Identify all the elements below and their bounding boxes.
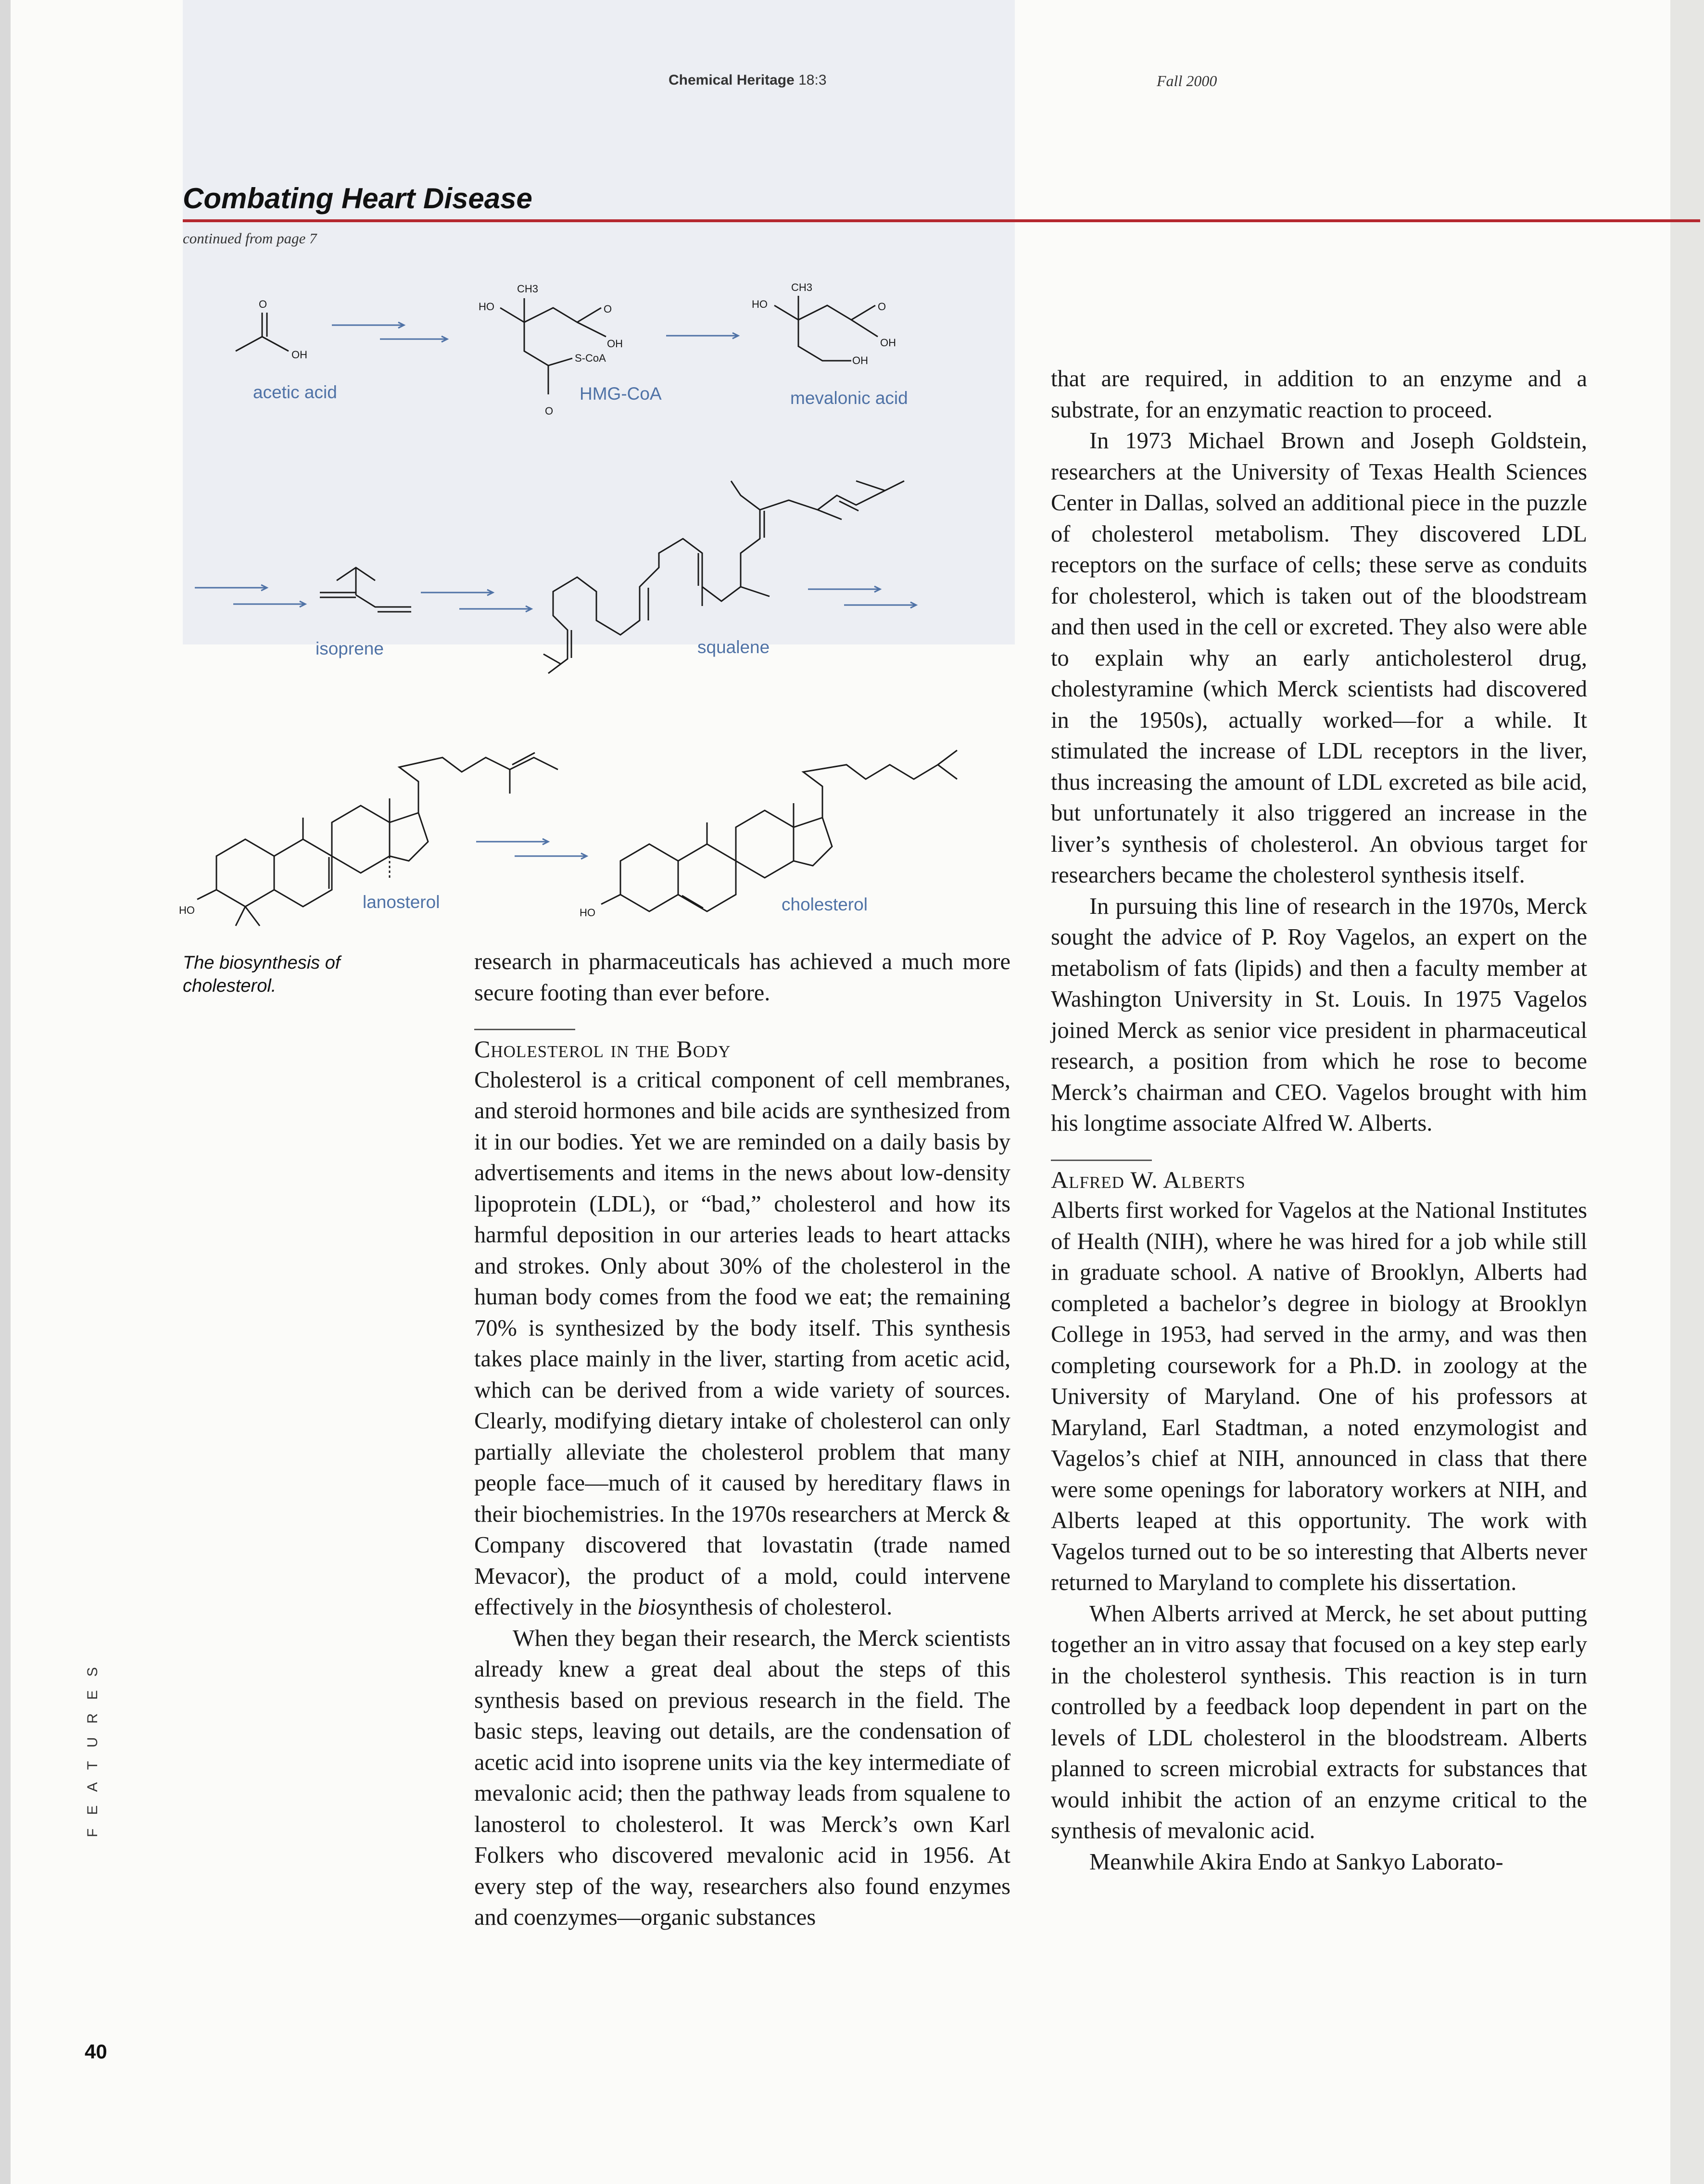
col2-paragraph-2: In 1973 Michael Brown and Joseph Goldstein, researchers at the University of Texas Health Sciences Center in Dallas, solved an additional piece in the puzzle of cholesterol metabolism. They discovered LDL receptors on the surface of cells; these serve as conduits for cholesterol, which is taken out of the bloodstream and then used in the cell or excreted. They also were able to explain why an early anticholesterol drug, cholestyramine (which Merck scientists had discovered in the 1950s), actually worked—for a while. It stimulated the increase of LDL receptors in the liver, thus increasing the amount of LDL excreted as bile acid, but unfortunately it also triggered an increase in the liver’s synthesis of cholesterol. An obvious target for researchers became the cholesterol synthesis itself. [1051, 428, 1587, 888]
col2-paragraph-6: Meanwhile Akira Endo at Sankyo Laborato- [1089, 1849, 1503, 1875]
svg-text:OH: OH [852, 354, 868, 366]
col1-paragraph-2: Cholesterol is a critical component of cell membranes, and steroid hormones and bile acids are synthesized from it in our bodies. Yet we are reminded on a daily basis by advertisements and items in the news about low-density lipoprotein (LDL), or “bad,” cholesterol and how its harmful deposition in our arteries leads to heart attacks and strokes. Only about 30% of the cholesterol in the human body comes from the food we eat; the remaining 70% is synthesized by the body itself. This synthesis takes place mainly in the liver, starting from acetic acid, which can be derived from a wide variety of sources. Clearly, modifying dietary intake of cholesterol can only partially alleviate the cholesterol problem that many people face—much of it caused by hereditary flaws in their biochemistries. In the 1970s researchers at Merck & Company discovered that lovastatin (trade named Mevacor), the product of a mold, could intervene effectively in the biosynthesis of cholesterol. [474, 1067, 1010, 1620]
running-header-season: Fall 2000 [1157, 72, 1217, 89]
svg-text:OH: OH [607, 338, 623, 350]
svg-text:OH: OH [880, 337, 896, 349]
col1-paragraph-3: When they began their research, the Merck scientists already knew a great deal about the steps of this synthesis based on previous research in the field. The basic steps, leaving out details, are the condensation of acetic acid into isoprene units via the key intermediate of mevalonic acid; then the pathway leads from squalene to lanosterol to cholesterol. It was Merck’s own Karl Folkers who discovered mevalonic acid in 1956. At every step of the way, researchers also found enzymes and coenzymes—organic substances [474, 1625, 1010, 1930]
page-number: 40 [85, 2040, 107, 2063]
svg-text:CH3: CH3 [517, 283, 539, 295]
col2-paragraph-5: When Alberts arrived at Merck, he set about putting together an in vitro assay that focused on a key step early in the cholesterol synthesis. This reaction is in turn controlled by a feedback loop dependent in part on the levels of LDL cholesterol in the bloodstream. Alberts planned to screen microbial extracts for substances that would inhibit the action of an enzyme critical to the synthesis of mevalonic acid. [1051, 1601, 1587, 1843]
svg-text:CH3: CH3 [791, 281, 813, 293]
svg-text:S-CoA: S-CoA [575, 352, 606, 364]
mevalonic-acid-structure [752, 281, 896, 366]
svg-text:O: O [259, 298, 267, 310]
text-column-1 [474, 947, 1010, 1933]
article-title: Combating Heart Disease [183, 182, 532, 215]
label-squalene: squalene [697, 637, 770, 657]
section-heading-alberts: Alfred W. Alberts [1051, 1151, 1587, 1196]
svg-text:HO: HO [580, 907, 595, 919]
acetic-acid-structure [236, 298, 307, 361]
svg-text:O: O [545, 405, 554, 417]
label-hmg-coa: HMG-CoA [580, 384, 662, 404]
figure-caption: The biosynthesis of cholesterol. [183, 953, 341, 996]
continued-note: continued from page 7 [183, 230, 317, 247]
svg-text:HO: HO [752, 298, 768, 310]
section-heading-cholesterol: Cholesterol in the Body [474, 1020, 1010, 1065]
svg-text:O: O [604, 303, 612, 315]
text-column-2 [1051, 364, 1587, 1878]
cholesterol-structure [580, 750, 957, 919]
label-acetic-acid: acetic acid [253, 382, 337, 402]
page-gutter-right [1670, 0, 1704, 2184]
svg-text:OH: OH [291, 349, 307, 361]
label-cholesterol: cholesterol [782, 895, 868, 914]
col2-paragraph-1: that are required, in addition to an enzyme and a substrate, for an enzymatic reaction to proceed. [1051, 366, 1587, 423]
biosynthesis-diagram [0, 0, 1034, 943]
label-lanosterol: lanosterol [363, 892, 440, 912]
svg-text:O: O [878, 301, 886, 313]
label-isoprene: isoprene [316, 639, 384, 658]
col1-paragraph-1: research in pharmaceuticals has achieved a much more secure footing than ever before. [474, 949, 1010, 1006]
svg-text:HO: HO [479, 301, 494, 313]
isoprene-structure [320, 568, 411, 612]
svg-text:HO: HO [179, 904, 195, 916]
col2-paragraph-3: In pursuing this line of research in the 1970s, Merck sought the advice of P. Roy Vagelos, an expert on the metabolism of fats (lipids) and then a faculty member at Washington University in St. Louis. In 1975 Vagelos joined Merck as senior vice president in pharmaceutical research, a position from which he rose to become Merck’s chairman and CEO. Vagelos brought with him his longtime associate Alfred W. Alberts. [1051, 893, 1587, 1136]
section-label: FEATURES [85, 1654, 101, 1837]
col2-paragraph-4: Alberts first worked for Vagelos at the National Institutes of Health (NIH), where he was hired for a job while still in graduate school. A native of Brooklyn, Alberts had completed a bachelor’s degree in biology at Brooklyn College in 1953, had served in the army, and was then completing coursework for a Ph.D. in zoology at the University of Maryland. One of his professors at Maryland, Earl Stadtman, a noted enzymologist and Vagelos’s chief at NIH, announced in class that there were some openings for laboratory workers at NIH, and Alberts leaped at this opportunity. The work with Vagelos turned out to be so interesting that Alberts never returned to Maryland to complete his dissertation. [1051, 1198, 1587, 1595]
label-mevalonic-acid: mevalonic acid [790, 388, 908, 408]
running-header-journal: Chemical Heritage 18:3 [669, 72, 827, 88]
